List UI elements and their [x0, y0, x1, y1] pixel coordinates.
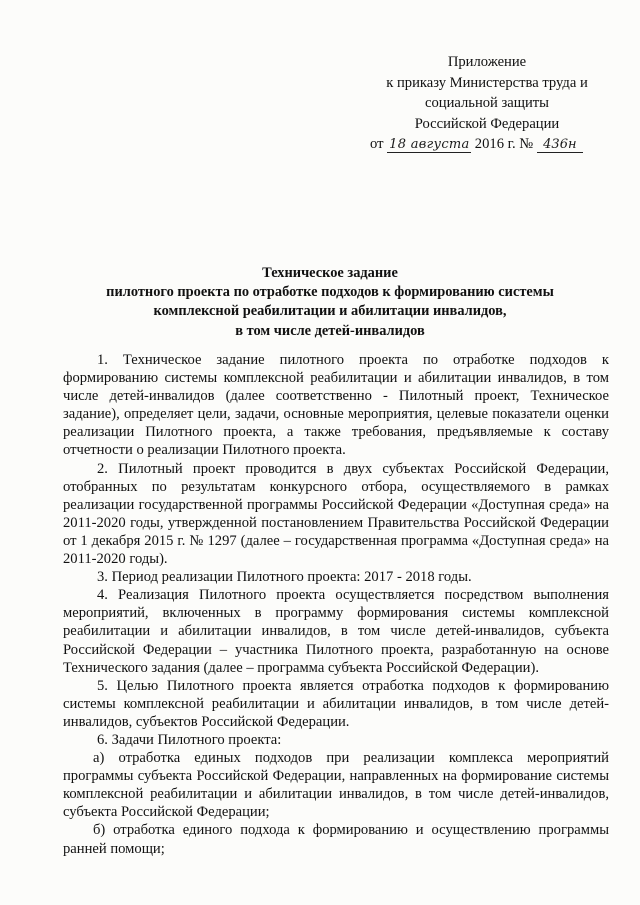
approval-date-line: [370, 134, 612, 155]
title-line-1: Техническое задание: [262, 265, 398, 281]
date-year: 2016 г. №: [474, 136, 534, 152]
document-body: [63, 351, 609, 858]
approval-heading: Приложение: [447, 54, 527, 70]
paragraph-3: 3. Период реализации Пилотного проекта: 2017 - 2018 годы.: [97, 569, 472, 586]
date-prefix: от: [370, 136, 384, 152]
paragraph-6b: б) отработка единого подхода к формированию и осуществлению программы ранней помощи;: [63, 822, 609, 857]
paragraph-6a: а) отработка единых подходов при реализации комплекса мероприятий программы субъекта Российской Федерации, направленных на формирование системы комплексной реабилитации и абилитации инвалидов, в том числе детей-инвалидов, субъекта Российской Федерации;: [63, 750, 609, 821]
title-line-3: комплексной реабилитации и абилитации инвалидов,: [153, 303, 507, 320]
title-line-4: в том числе детей-инвалидов: [235, 322, 425, 339]
handwritten-order-number: 436н: [537, 137, 583, 153]
handwritten-date: 18 августа: [389, 137, 470, 152]
paragraph-4: 4. Реализация Пилотного проекта осуществляется посредством выполнения мероприятий, включенных в программу формирования системы комплексной реабилитации и абилитации инвалидов, в том числе детей-инвалидов, субъекта Российской Федерации – участника Пилотного проекта, разработанную на основе Технического задания (далее – программа субъекта Российской Федерации).: [63, 587, 609, 676]
paragraph-5: 5. Целью Пилотного проекта является отработка подходов к формированию системы комплексной реабилитации и абилитации инвалидов, в том числе детей-инвалидов, субъектов Российской Федерации.: [63, 677, 609, 730]
title-line-2: пилотного проекта по отработке подходов к формированию системы: [106, 284, 554, 301]
approval-block: [362, 52, 612, 155]
approval-country: Российской Федерации: [414, 115, 560, 132]
approval-order-ref: к приказу Министерства труда и: [386, 74, 588, 91]
approval-ministry: социальной защиты: [425, 95, 549, 111]
paragraph-2: 2. Пилотный проект проводится в двух субъектах Российской Федерации, отобранных по результатам конкурсного отбора, осуществляемого в рамках реализации государственной программы Российской Федерации «Доступная среда» на 2011-2020 годы, утвержденной постановлением Правительства Российской Федерации от 1 декабря 2015 г. № 1297 (далее – государственная программа «Доступная среда» на 2011-2020 годы).: [63, 460, 609, 568]
document-title: [60, 264, 600, 341]
paragraph-6: 6. Задачи Пилотного проекта:: [97, 731, 282, 748]
paragraph-1: 1. Техническое задание пилотного проекта по отработке подходов к формированию системы комплексной реабилитации и абилитации инвалидов, в том числе детей-инвалидов (далее соответственно - Пилотный проект, Техническое задание), определяет цели, задачи, основные мероприятия, целевые показатели оценки реализации Пилотного проекта, а также требования, предъявляемые к составу отчетности о реализации Пилотного проекта.: [63, 352, 609, 459]
